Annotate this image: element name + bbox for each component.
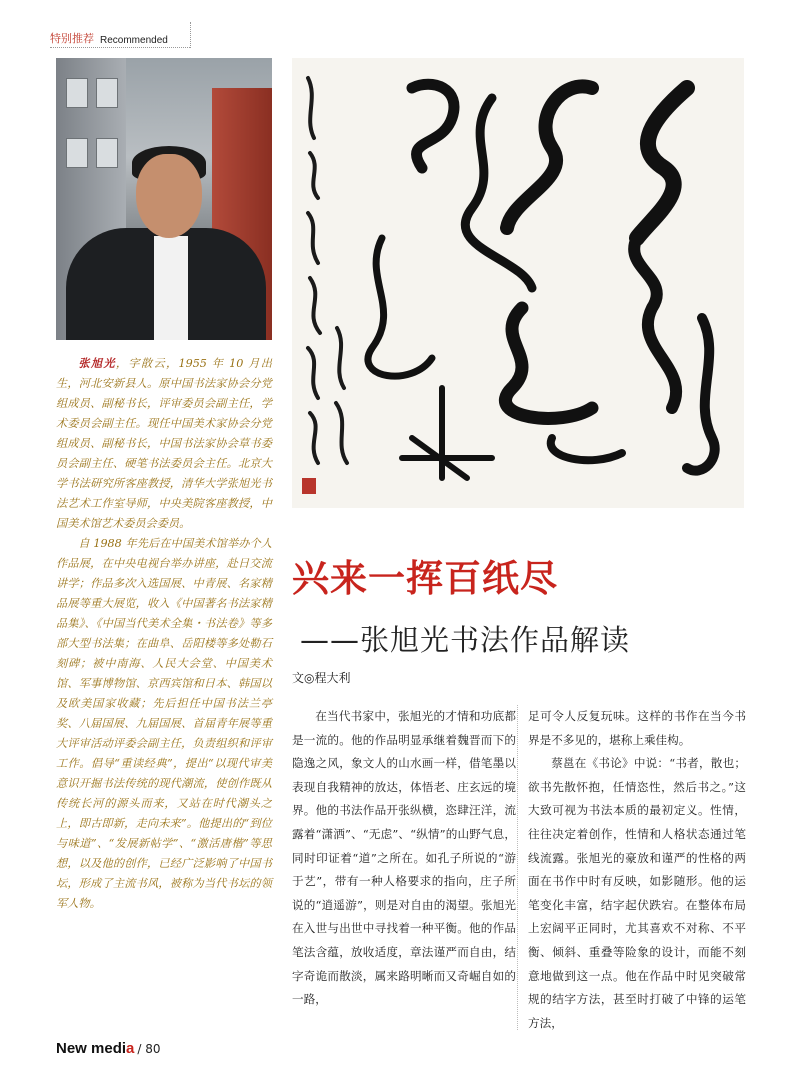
section-header xyxy=(50,28,168,46)
seal-stamp xyxy=(302,478,316,494)
calligraphy-strokes xyxy=(292,58,744,508)
magazine-brand xyxy=(56,1040,134,1057)
header-vertical-divider xyxy=(190,22,191,48)
article-author: 文◎程大利 xyxy=(292,671,351,685)
portrait-photo xyxy=(56,58,272,340)
header-divider xyxy=(50,47,190,48)
photo-window xyxy=(96,138,118,168)
photo-window xyxy=(66,78,88,108)
bio-name: 张旭光 xyxy=(78,356,116,370)
bio-paragraph-1 xyxy=(56,353,272,534)
brand-accent-letter: a xyxy=(126,1040,135,1057)
photo-window xyxy=(66,138,88,168)
page-footer xyxy=(56,1040,161,1057)
column-1-paragraph: 在当代书家中，张旭光的才情和功底都是一流的。他的作品明显承继着魏晋而下的隐逸之风，象文人的山水画一样，借笔墨以表现自我精神的放达，体悟老、庄玄远的境界。他的书法作品开张纵横，恣肆汪洋，流露着“潇洒”、“无虑”、“纵情”的山野气息，同时印证着“道”之所在。如孔子所说的“游于艺”，带有一种人格要求的指向，庄子所说的“逍遥游”，则是对自由的渴望。张旭光在入世与出世中寻找着一种平衡。他的作品笔法含蕴，放收适度，章法谨严而自由，结字奇诡而散淡，属来路明晰而又奇崛自如的一路， xyxy=(292,709,516,1007)
column-2-paragraph-2: 蔡邕在《书论》中说：“书者，散也；欲书先散怀抱，任情恣性，然后书之。”这大致可视为书法本质的最初定义。性情，往往决定着创作，性情和人格状态通过笔线流露。张旭光的豪放和谨严的性格的两面在书作中时有反映，如影随形。他的运笔变化丰富，结字起伏跌宕。在整体布局上宏阔平正同时，尤其喜欢不对称、不平衡、倾斜、重叠等险象的设计，而能不刻意地做到这一点。他在作品中时见突破常规的结字方法，甚至时打破了中锋的运笔方法， xyxy=(528,756,746,1030)
article-column-1 xyxy=(292,705,516,1012)
calligraphy-artwork xyxy=(292,58,744,508)
author-bio xyxy=(56,353,272,914)
section-label-en: Recommended xyxy=(100,35,168,46)
bio-paragraph-1-text: ，字散云，1955 年 10 月出生，河北安新县人。原中国书法家协会分党组成员、副秘书长，评审委员会副主任，学术委员会副主任。现任中国美术家协会分党组成员、副秘书长，中国书法家协会草书委员会副主任、硬笔书法委员会主任。北京大学书法研究所客座教授，清华大学张旭光书法艺术工作室导师，中央美院客座教授，中国美术馆艺术委员会委员。 xyxy=(56,357,272,530)
column-divider xyxy=(517,705,518,1030)
photo-face xyxy=(136,154,202,238)
article-column-2 xyxy=(528,705,746,1035)
article-subtitle: ——张旭光书法作品解读 xyxy=(300,623,631,657)
photo-shirt xyxy=(154,236,188,340)
article-title: 兴来一挥百纸尽 xyxy=(292,556,558,600)
photo-window xyxy=(96,78,118,108)
column-2-paragraph-1: 足可令人反复玩味。这样的书作在当今书界是不多见的，堪称上乘佳构。 xyxy=(528,709,746,747)
bio-paragraph-2: 自 1988 年先后在中国美术馆举办个人作品展，在中央电视台举办讲座，赴日交流讲学；作品多次入选国展、中青展、名家精品展等重大展览，收入《中国著名书法家精品集》、《中国当代美术全集・书法卷》等多部大型书法集；在曲阜、岳阳楼等多处勒石刻碑；被中南海、人民大会堂、中国美术馆、军事博物馆、京西宾馆和日本、韩国以及欧美国家收藏；先后担任中国书法兰亭奖、八届国展、九届国展、首届青年展等重大评审活动评委会副主任，负责组织和评审工作。倡导“重读经典”，提出“以现代审美意识开掘书法传统的现代潮流，使创作既从传统长河的源头而来，又站在时代潮头之上，即古即新，走向未来”。他提出的“到位与味道”、“发展新帖学”、“激活唐楷”等思想，以及他的创作，已经广泛影响了中国书坛，形成了主流书风，被称为当代书坛的领军人物。 xyxy=(56,537,272,910)
page-number: / 80 xyxy=(137,1042,161,1056)
section-label-cn: 特别推荐 xyxy=(50,32,94,45)
brand-text: New medi xyxy=(56,1040,127,1057)
